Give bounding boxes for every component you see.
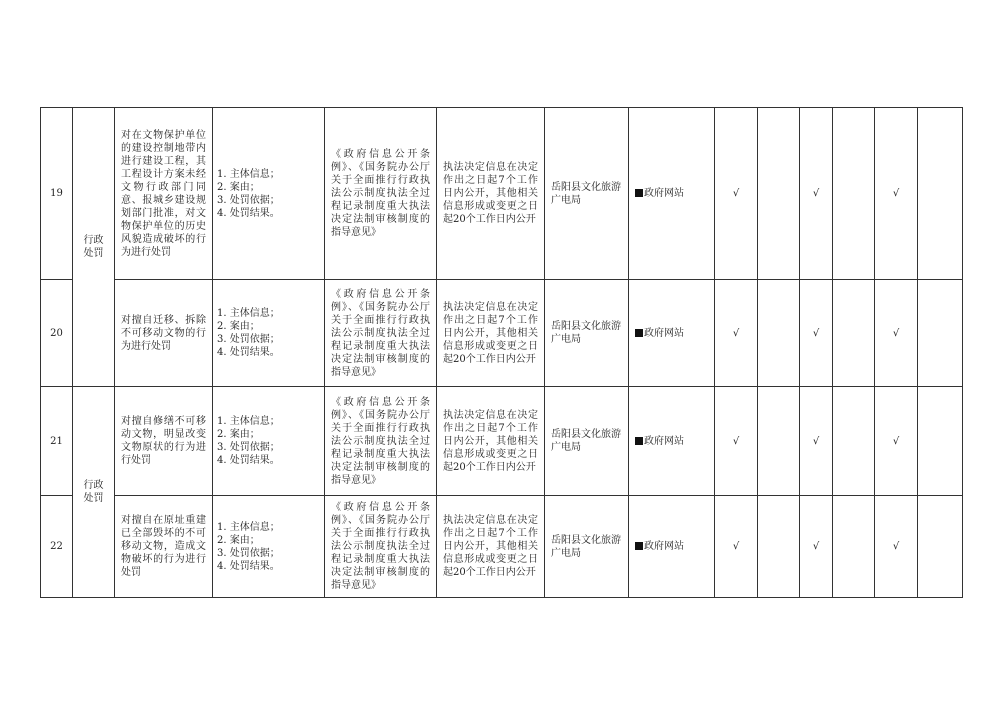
check-cell: √: [875, 387, 918, 496]
table-row: [41, 280, 963, 387]
content-line: 1. 主体信息；: [217, 521, 280, 533]
content-line: 1. 主体信息；: [217, 308, 280, 319]
disclosure-basis: 《政府信息公开条例》、《国务院办公厅关于全面推行行政执法公示制度执法全过程记录制度重大执法决定法制审核制度的指导意见》: [325, 387, 437, 496]
disclosure-channel: [629, 496, 715, 598]
content-line: 3. 处罚依据；: [217, 442, 280, 453]
channel-label: 政府网站: [644, 327, 684, 339]
category-cell: 行政处罚: [73, 108, 115, 387]
item-name: 对擅自修缮不可移动文物，明显改变文物原状的行为进行处罚: [115, 387, 213, 496]
content-line: 4. 处罚结果。: [217, 347, 280, 358]
content-line: 2. 案由；: [217, 429, 260, 440]
content-line: 4. 处罚结果。: [217, 560, 280, 572]
category-cell: 行政处罚: [73, 387, 115, 598]
check-cell: [918, 387, 963, 496]
disclosure-time: 执法决定信息在决定作出之日起7个工作日内公开，其他相关信息形成或变更之日起20个工作日内公开: [437, 108, 545, 280]
disclosure-basis: 《政府信息公开条例》、《国务院办公厅关于全面推行行政执法公示制度执法全过程记录制度重大执法决定法制审核制度的指导意见》: [325, 496, 437, 598]
item-name: 对擅自迁移、拆除不可移动文物的行为进行处罚: [115, 280, 213, 387]
disclosure-content: [213, 108, 325, 280]
channel-label: 政府网站: [644, 435, 684, 447]
check-cell: [758, 387, 800, 496]
row-number: 22: [41, 496, 73, 598]
check-cell: [833, 108, 875, 280]
disclosure-time: 执法决定信息在决定作出之日起7个工作日内公开，其他相关信息形成或变更之日起20个工作日内公开: [437, 387, 545, 496]
content-line: 2. 案由；: [217, 534, 260, 546]
content-line: 1. 主体信息；: [217, 168, 280, 180]
check-cell: √: [800, 496, 833, 598]
check-cell: [833, 280, 875, 387]
content-line: 4. 处罚结果。: [217, 207, 280, 219]
check-cell: [833, 387, 875, 496]
check-cell: [918, 280, 963, 387]
item-name: 对在文物保护单位的建设控制地带内进行建设工程，其工程设计方案未经文物行政部门同意、报城乡建设规划部门批准，对文物保护单位的历史风貌造成破坏的行为进行处罚: [115, 108, 213, 280]
filled-square-icon: [635, 329, 643, 337]
check-cell: [918, 108, 963, 280]
responsible-org: 岳阳县文化旅游广电局: [545, 496, 629, 598]
content-line: 4. 处罚结果。: [217, 455, 280, 466]
table-row: [41, 387, 963, 496]
disclosure-content: [213, 280, 325, 387]
check-cell: [758, 108, 800, 280]
check-cell: √: [715, 108, 758, 280]
disclosure-channel: [629, 108, 715, 280]
disclosure-channel: [629, 387, 715, 496]
content-line: 3. 处罚依据；: [217, 194, 280, 206]
check-cell: √: [715, 280, 758, 387]
check-cell: [918, 496, 963, 598]
check-cell: √: [715, 387, 758, 496]
row-number: 19: [41, 108, 73, 280]
check-cell: √: [800, 108, 833, 280]
disclosure-table: [40, 107, 963, 598]
content-line: 3. 处罚依据；: [217, 547, 280, 559]
check-cell: [758, 280, 800, 387]
check-cell: √: [875, 280, 918, 387]
filled-square-icon: [635, 542, 643, 550]
disclosure-time: 执法决定信息在决定作出之日起7个工作日内公开，其他相关信息形成或变更之日起20个工作日内公开: [437, 280, 545, 387]
disclosure-time: 执法决定信息在决定作出之日起7个工作日内公开，其他相关信息形成或变更之日起20个工作日内公开: [437, 496, 545, 598]
check-cell: √: [875, 108, 918, 280]
filled-square-icon: [635, 437, 643, 445]
responsible-org: 岳阳县文化旅游广电局: [545, 108, 629, 280]
content-line: 2. 案由；: [217, 321, 260, 332]
check-cell: √: [715, 496, 758, 598]
check-cell: √: [800, 280, 833, 387]
content-line: 3. 处罚依据；: [217, 334, 280, 345]
check-cell: √: [875, 496, 918, 598]
channel-label: 政府网站: [644, 188, 684, 199]
disclosure-content: [213, 387, 325, 496]
disclosure-basis: 《政府信息公开条例》、《国务院办公厅关于全面推行行政执法公示制度执法全过程记录制度重大执法决定法制审核制度的指导意见》: [325, 108, 437, 280]
responsible-org: 岳阳县文化旅游广电局: [545, 280, 629, 387]
disclosure-content: [213, 496, 325, 598]
check-cell: [833, 496, 875, 598]
filled-square-icon: [635, 189, 643, 197]
channel-label: 政府网站: [644, 541, 684, 552]
check-cell: [758, 496, 800, 598]
disclosure-basis: 《政府信息公开条例》、《国务院办公厅关于全面推行行政执法公示制度执法全过程记录制度重大执法决定法制审核制度的指导意见》: [325, 280, 437, 387]
table-row: [41, 108, 963, 280]
content-line: 2. 案由；: [217, 181, 260, 193]
responsible-org: 岳阳县文化旅游广电局: [545, 387, 629, 496]
item-name: 对擅自在原址重建已全部毁坏的不可移动文物，造成文物破坏的行为进行处罚: [115, 496, 213, 598]
row-number: 21: [41, 387, 73, 496]
table-row: [41, 496, 963, 598]
row-number: 20: [41, 280, 73, 387]
content-line: 1. 主体信息；: [217, 416, 280, 427]
check-cell: √: [800, 387, 833, 496]
disclosure-channel: [629, 280, 715, 387]
